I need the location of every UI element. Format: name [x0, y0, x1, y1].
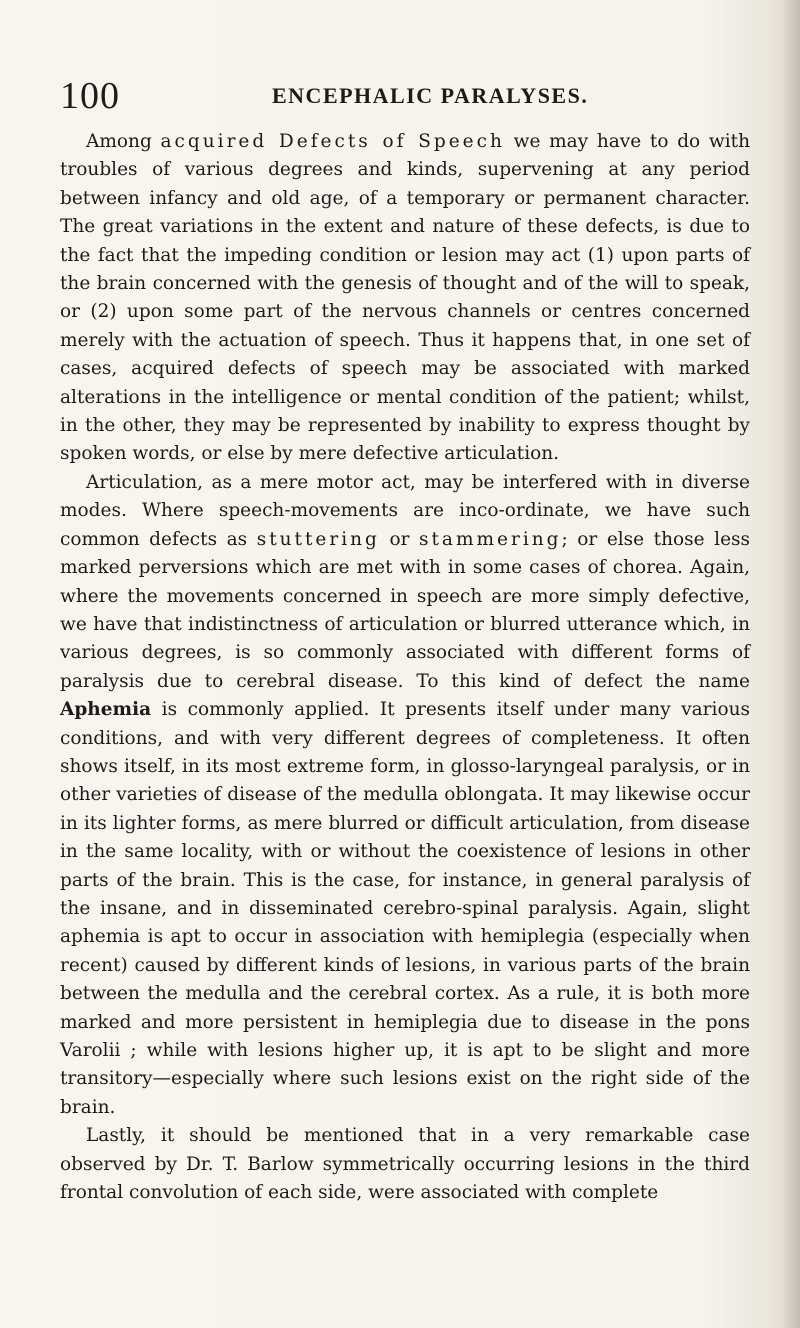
term-acquired-defects: acquired Defects of Speech [160, 131, 505, 152]
term-stuttering: stuttering [256, 528, 380, 550]
paragraph-1 [60, 128, 750, 469]
paragraph-2-text-b: ; or else those less marked perversions which are met with in some cases of chorea. Again, where the movements concerned in speech are more simply defective, we have that indistinctness of articulation or blurred utterance which, in various degrees, is so commonly associated with different forms of paralysis due to cerebral disease. To this kind of defect the name [60, 528, 751, 692]
paragraph-3: Lastly, it should be mentioned that in a very remarkable case observed by Dr. T. Barlow symmetrically occurring lesions in the third frontal convolution of each side, were associated with complete [60, 1125, 750, 1204]
paragraph-1-text-b: we may have to do with troubles of various degrees and kinds, supervening at any period between infancy and old age, of a temporary or permanent character. The great variations in the extent and nature of these defects, is due to the fact that the impeding condition or lesion may act (1) upon parts of the brain concerned with the genesis of thought and of the will to speak, or (2) upon some part of the nervous channels or centres concerned merely with the actuation of speech. Thus it happens that, in one set of cases, acquired defects of speech may be associated with marked alterations in the intelligence or mental condition of the patient; whilst, in the other, they may be represented by inability to express thought by spoken words, or else by mere defective articulation. [60, 131, 750, 465]
running-title: ENCEPHALIC PARALYSES. [272, 83, 589, 108]
body-text [60, 128, 750, 1207]
paragraph-2-text-c: is commonly applied. It presents itself under many various conditions, and with very different degrees of completeness. It often shows itself, in its most extreme form, in glosso-laryngeal paralysis, or in other varieties of disease of the medulla oblongata. It may likewise occur in its lighter forms, as mere blurred or difficult articulation, from disease in the same locality, with or without the coexistence of lesions in other parts of the brain. This is the case, for instance, in general paralysis of the insane, and in disseminated cerebro-spinal paralysis. Again, slight aphemia is apt to occur in association with hemiplegia (especially when recent) caused by different kinds of lesions, in various parts of the brain between the medulla and the cerebral cortex. As a rule, it is both more marked and more persistent in hemiplegia due to disease in the pons Varolii ; while with lesions higher up, it is apt to be slight and more transitory—especially where such lesions exist on the right side of the brain. [60, 699, 750, 1118]
page-header [60, 74, 760, 118]
paragraph-1-text-a: Among [86, 131, 161, 152]
paragraph-2 [60, 469, 750, 1122]
paragraph-2-text-a: Articulation, as a mere motor act, may be interfered with in diverse modes. Where speech-movements are inco-ordinate, we have such common defects as [60, 471, 750, 550]
term-stammering: stammering [418, 528, 562, 550]
page-number: 100 [60, 75, 120, 117]
page-edge-shadow [782, 0, 800, 1328]
term-aphemia: Aphemia [60, 699, 152, 721]
paragraph-2-text-or: or [379, 528, 419, 550]
